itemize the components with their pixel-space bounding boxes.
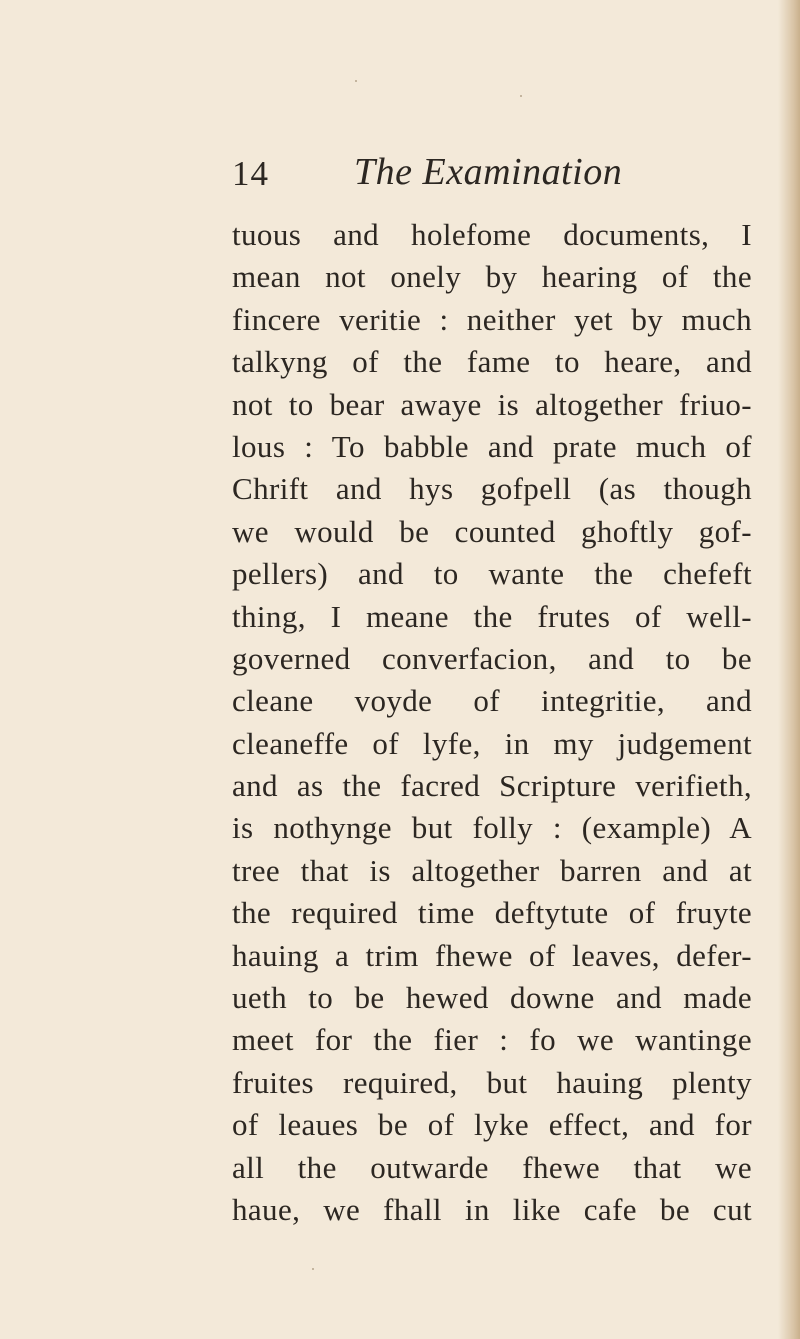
text-line: hauing a trim fhewe of leaves, defer- [232,937,752,973]
paper-speck [355,80,357,82]
text-line: haue, we fhall in like cafe be cut [232,1191,752,1227]
text-line: meet for the fier : fo we wantinge [232,1022,752,1058]
text-line: fruites required, but hauing plenty [232,1064,752,1100]
text-line: cleane voyde of integritie, and [232,683,752,719]
running-title: The Examination [354,151,623,193]
text-line: lous : To babble and prate much of [232,428,752,464]
text-line: the required time deftytute of fruyte [232,895,752,931]
paper-speck [312,1268,314,1270]
text-line: tree that is altogether barren and at [232,852,752,888]
text-line: cleaneffe of lyfe, in my judgement [232,725,752,761]
text-line: tuous and holefome documents, I [232,217,752,252]
page-number: 14 [232,154,269,193]
text-line: pellers) and to wante the chefeft [232,556,752,592]
text-line: ueth to be hewed downe and made [232,980,752,1016]
text-line: not to bear awaye is altogether friuo- [232,386,752,422]
text-line: governed converfacion, and to be [232,640,752,676]
text-line: is nothynge but folly : (example) A [232,810,752,846]
text-line: we would be counted ghoftly gof- [232,513,752,549]
text-line: talkyng of the fame to heare, and [232,344,752,380]
paper-speck [520,95,522,97]
running-head [232,150,752,200]
text-line: Chrift and hys gofpell (as though [232,471,752,507]
text-line: mean not onely by hearing of the [232,259,752,295]
text-line: all the outwarde fhewe that we [232,1149,752,1185]
text-line: fincere veritie : neither yet by much [232,301,752,337]
text-line: thing, I meane the frutes of well- [232,598,752,634]
text-line: and as the facred Scripture verifieth, [232,768,752,804]
text-line: of leaues be of lyke effect, and for [232,1107,752,1143]
body-text [232,214,752,1231]
page-edge-shading [778,0,800,1339]
